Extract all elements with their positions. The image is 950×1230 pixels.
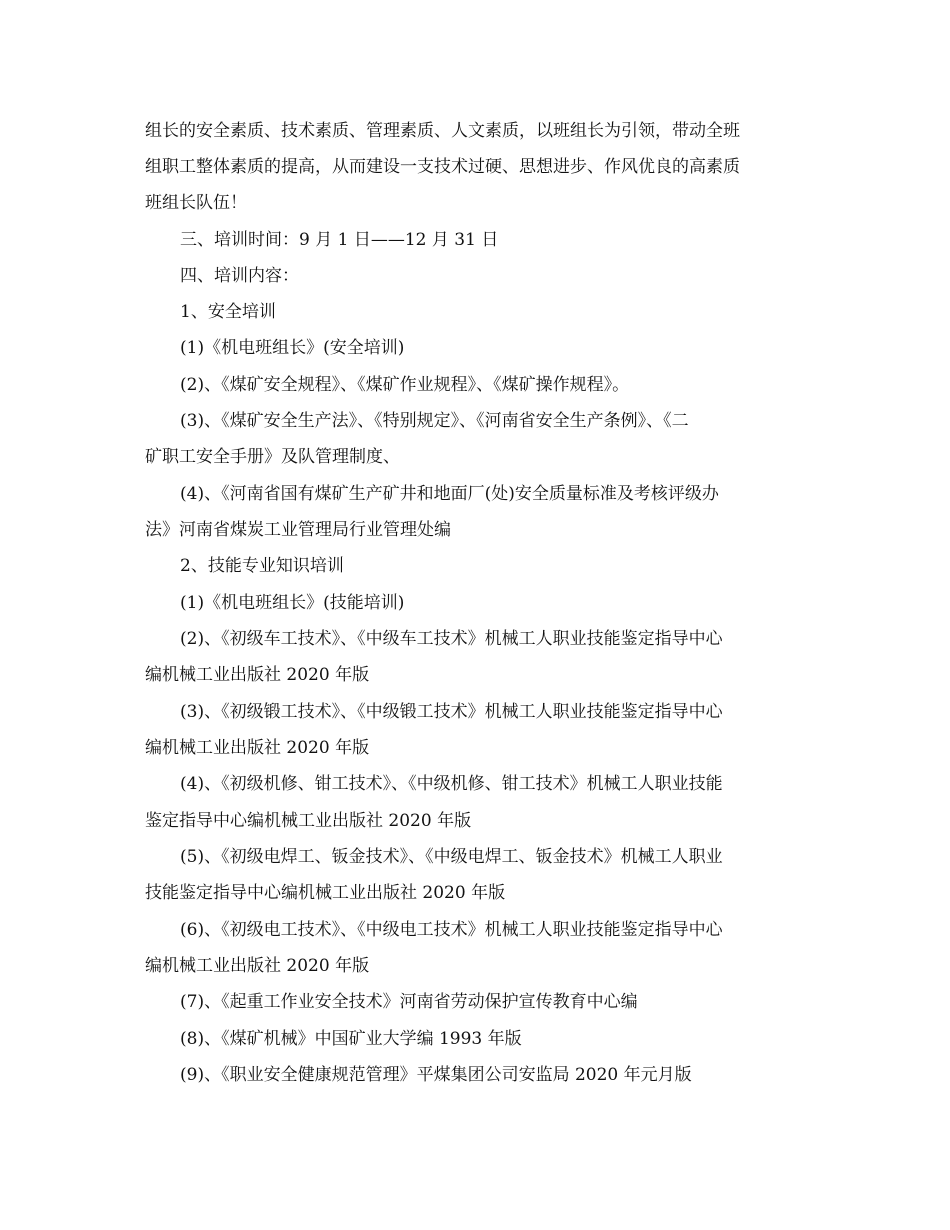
list-item-continuation: 鉴定指导中心编机械工业出版社 2020 年版	[145, 811, 472, 831]
list-item: (3)、《煤矿安全生产法》、《特别规定》、《河南省安全生产条例》、《二	[180, 411, 689, 431]
list-item: (1)《机电班组长》(安全培训)	[180, 338, 405, 358]
list-item: (1)《机电班组长》(技能培训)	[180, 593, 405, 613]
list-item: (2)、《初级车工技术》、《中级车工技术》机械工人职业技能鉴定指导中心	[180, 629, 723, 649]
list-item: (8)、《煤矿机械》中国矿业大学编 1993 年版	[180, 1029, 522, 1049]
body-text-line: 班组长队伍！	[145, 193, 247, 213]
list-item: (3)、《初级锻工技术》、《中级锻工技术》机械工人职业技能鉴定指导中心	[180, 702, 723, 722]
subsection-heading: 2、技能专业知识培训	[180, 556, 344, 576]
list-item-continuation: 编机械工业出版社 2020 年版	[145, 738, 370, 758]
list-item-continuation: 矿职工安全手册》及队管理制度、	[145, 447, 400, 467]
list-item: (4)、《初级机修、钳工技术》、《中级机修、钳工技术》机械工人职业技能	[180, 774, 723, 794]
list-item: (2)、《煤矿安全规程》、《煤矿作业规程》、《煤矿操作规程》。	[180, 375, 630, 395]
list-item-continuation: 法》河南省煤炭工业管理局行业管理处编	[145, 520, 451, 540]
list-item: (9)、《职业安全健康规范管理》平煤集团公司安监局 2020 年元月版	[180, 1065, 692, 1085]
body-text-line: 组职工整体素质的提高，从而建设一支技术过硬、思想进步、作风优良的高素质	[145, 157, 740, 177]
section-heading: 三、培训时间：9 月 1 日——12 月 31 日	[180, 230, 499, 250]
list-item-continuation: 技能鉴定指导中心编机械工业出版社 2020 年版	[145, 883, 506, 903]
list-item: (6)、《初级电工技术》、《中级电工技术》机械工人职业技能鉴定指导中心	[180, 920, 723, 940]
list-item: (4)、《河南省国有煤矿生产矿井和地面厂(处)安全质量标准及考核评级办	[180, 484, 719, 504]
list-item-continuation: 编机械工业出版社 2020 年版	[145, 956, 370, 976]
section-heading: 四、培训内容：	[180, 266, 299, 286]
body-text-line: 组长的安全素质、技术素质、管理素质、人文素质，以班组长为引领，带动全班	[145, 121, 740, 141]
list-item: (7)、《起重工作业安全技术》河南省劳动保护宣传教育中心编	[180, 992, 638, 1012]
list-item-continuation: 编机械工业出版社 2020 年版	[145, 665, 370, 685]
list-item: (5)、《初级电焊工、钣金技术》、《中级电焊工、钣金技术》机械工人职业	[180, 847, 723, 867]
subsection-heading: 1、安全培训	[180, 302, 276, 322]
